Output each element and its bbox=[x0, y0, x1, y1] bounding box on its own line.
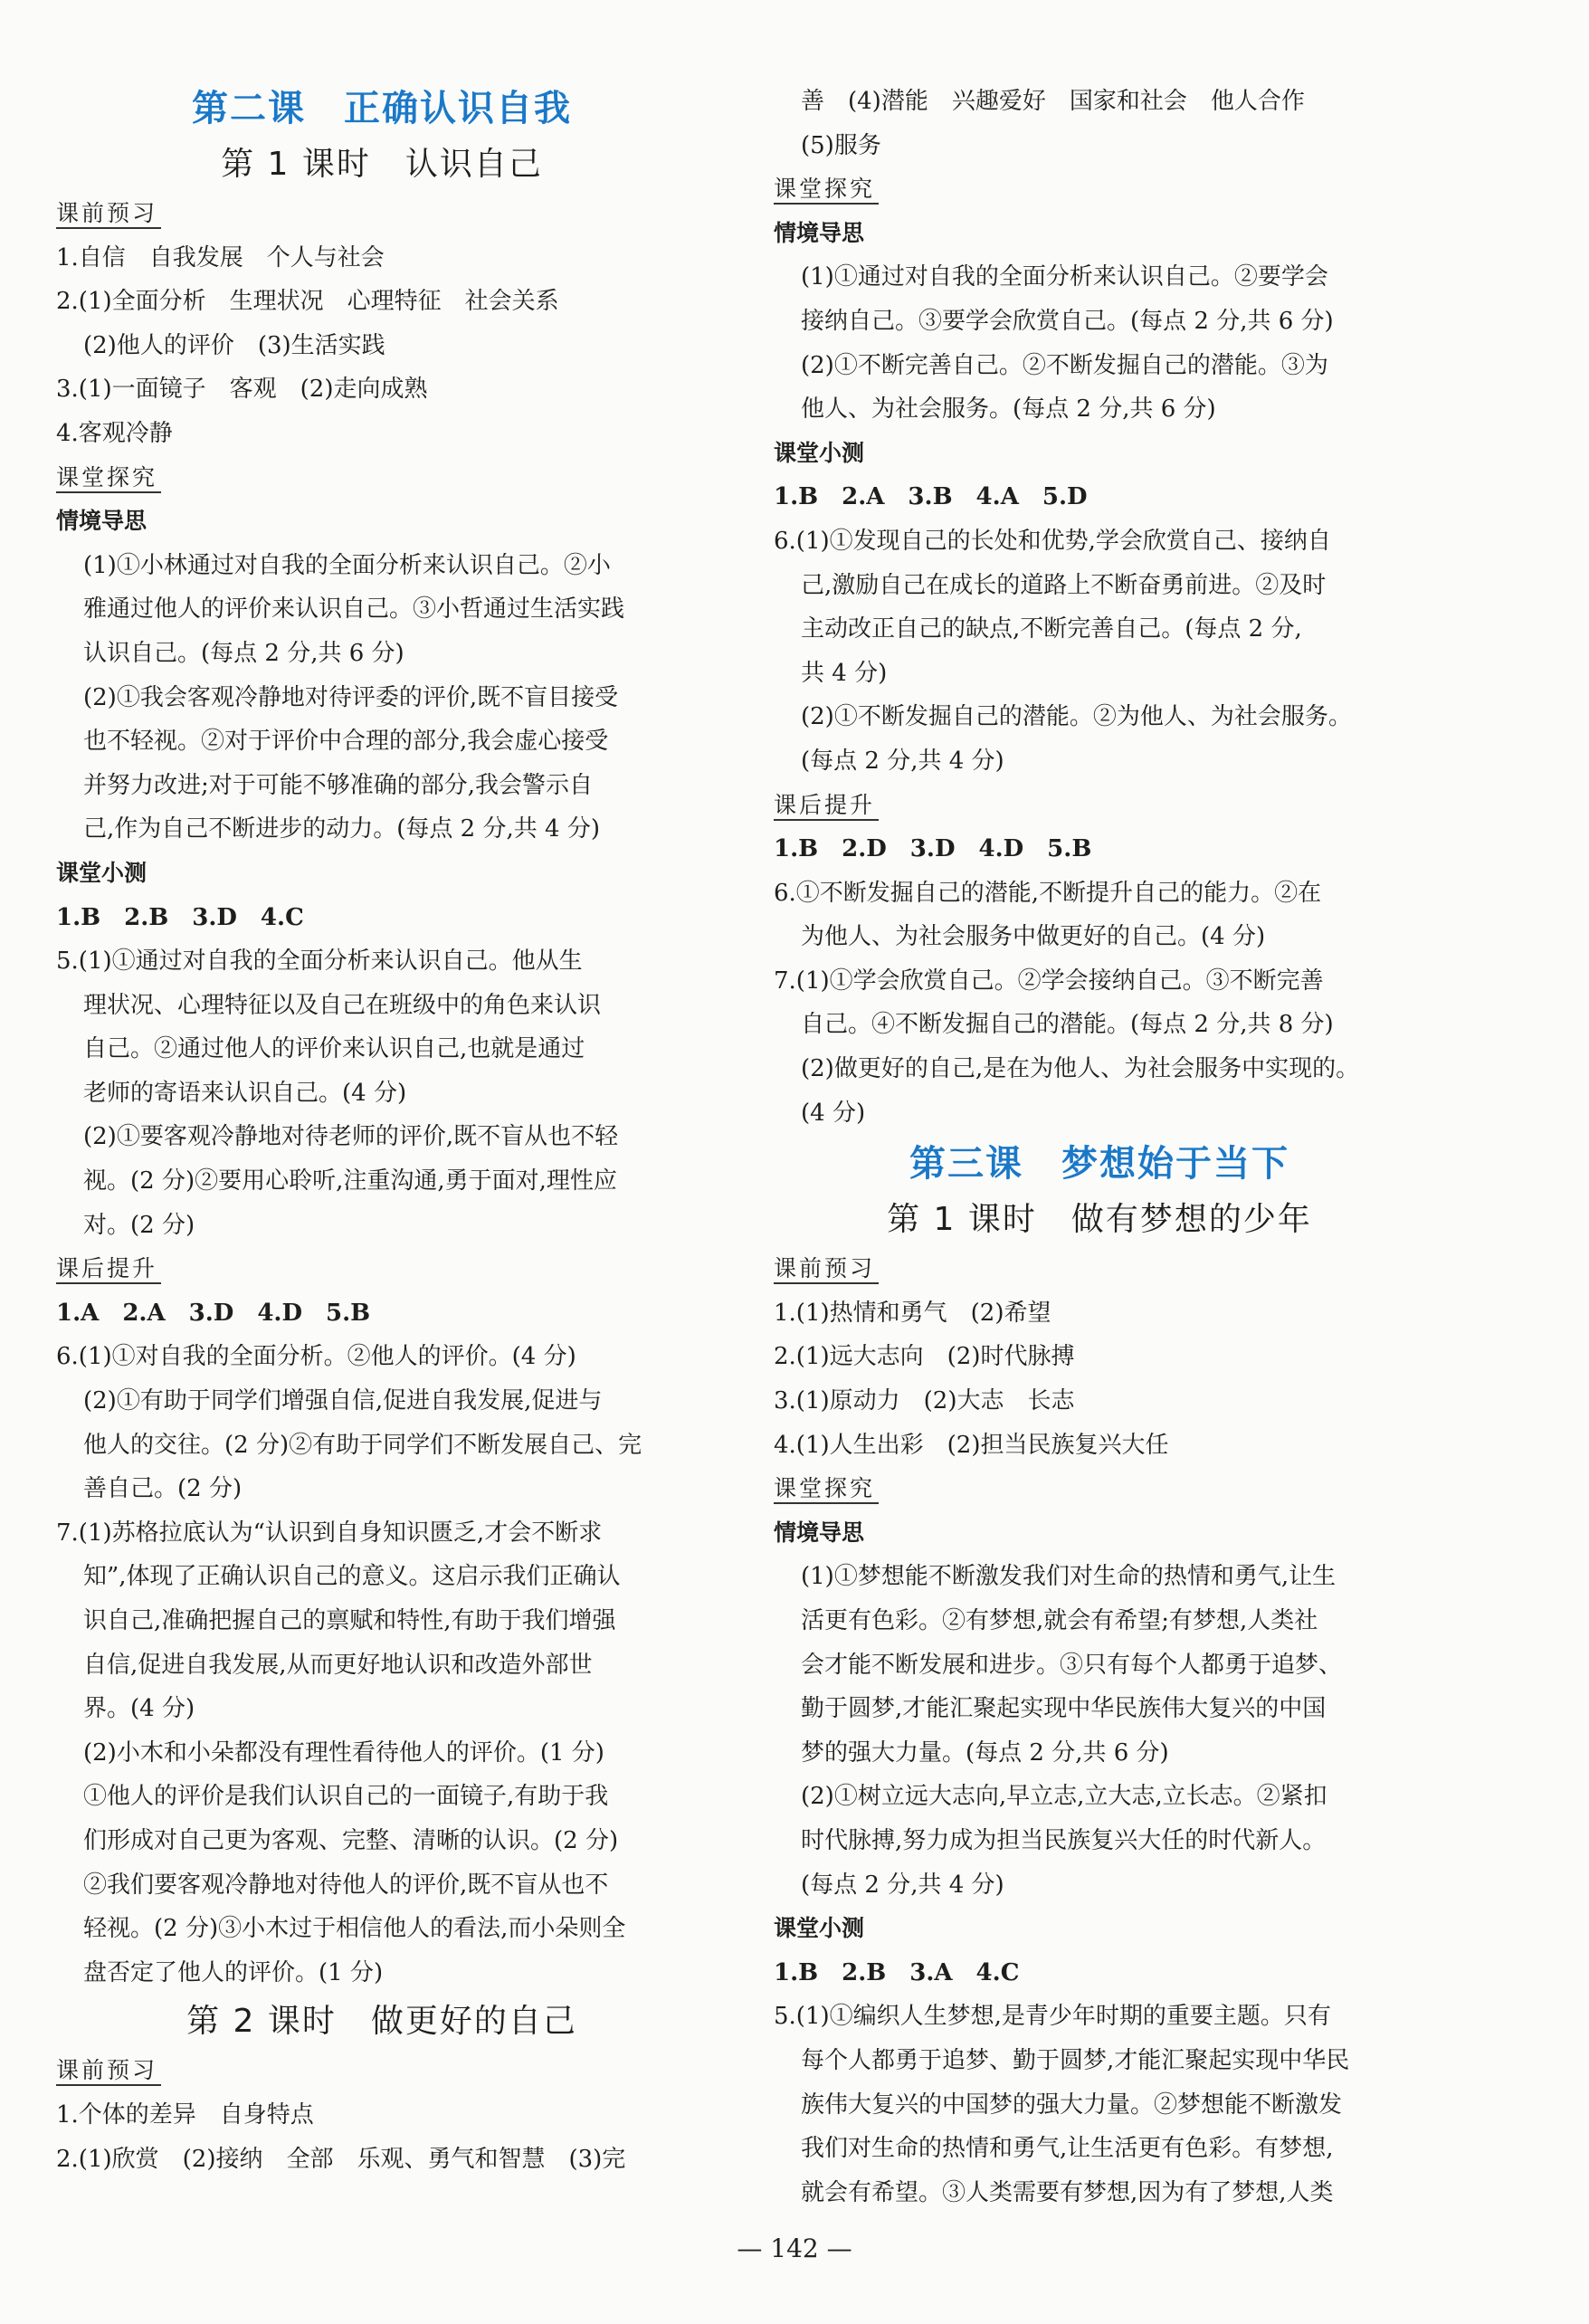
answer-line: 7.(1)①学会欣赏自己。②学会接纳自己。③不断完善 bbox=[774, 967, 1324, 995]
lesson-title: 第二课 正确认识自我 bbox=[192, 87, 572, 129]
answer-line: (2)小木和小朵都没有理性看待他人的评价。(1 分) bbox=[83, 1738, 604, 1767]
quiz-answers bbox=[774, 475, 1425, 783]
answer-line: 6.(1)①对自我的全面分析。②他人的评价。(4 分) bbox=[56, 1343, 576, 1371]
answer-line: 1.B 2.B 3.D 4.C bbox=[56, 903, 304, 931]
answer-line: 1.自信 自我发展 个人与社会 bbox=[56, 243, 385, 271]
answer-line: 1.A 2.A 3.D 4.D 5.B bbox=[56, 1299, 371, 1327]
subsection-heading: 课堂小测 bbox=[774, 1915, 865, 1942]
answer-line: 7.(1)苏格拉底认为“认识到自身知识匮乏,才会不断求 bbox=[56, 1519, 603, 1547]
answer-line: 界。(4 分) bbox=[83, 1695, 195, 1723]
answer-line: 为他人、为社会服务中做更好的自己。(4 分) bbox=[801, 923, 1266, 951]
section-heading: 课堂探究 bbox=[774, 167, 1425, 212]
section-heading: 课堂探究 bbox=[56, 456, 708, 500]
answer-line: 梦的强大力量。(每点 2 分,共 6 分) bbox=[801, 1738, 1169, 1767]
quiz-answers bbox=[56, 896, 708, 1248]
answer-line: 们形成对自己更为客观、完整、清晰的认识。(2 分) bbox=[83, 1826, 619, 1854]
answer-line: 认识自己。(每点 2 分,共 6 分) bbox=[83, 639, 404, 667]
answer-line: 雅通过他人的评价来认识自己。③小哲通过生活实践 bbox=[83, 595, 625, 624]
guide-answers bbox=[56, 544, 708, 852]
answer-line: 自己。②通过他人的评价来认识自己,也就是通过 bbox=[83, 1035, 585, 1063]
pre-study-answers bbox=[56, 236, 708, 456]
section-heading: 课后提升 bbox=[774, 784, 1425, 828]
answer-line: 己,作为自己不断进步的动力。(每点 2 分,共 4 分) bbox=[83, 815, 600, 843]
answer-line: 1.(1)热情和勇气 (2)希望 bbox=[774, 1299, 1051, 1327]
section-heading: 课后提升 bbox=[56, 1247, 708, 1291]
quiz-answers bbox=[774, 1951, 1425, 2215]
answer-line: 4.(1)人生出彩 (2)担当民族复兴大任 bbox=[774, 1431, 1169, 1459]
answer-line: (2)①树立远大志向,早立志,立大志,立长志。②紧扣 bbox=[801, 1783, 1327, 1811]
lesson-title: 第三课 梦想始于当下 bbox=[909, 1142, 1289, 1186]
subsection-heading: 情境导思 bbox=[774, 219, 865, 246]
answer-line: 2.(1)远大志向 (2)时代脉搏 bbox=[774, 1343, 1075, 1371]
answer-line: 对。(2 分) bbox=[83, 1211, 195, 1239]
answer-line: (1)①通过对自我的全面分析来认识自己。②要学会 bbox=[801, 263, 1328, 291]
answer-line: (每点 2 分,共 4 分) bbox=[801, 747, 1004, 775]
answer-line: 2.(1)全面分析 生理状况 心理特征 社会关系 bbox=[56, 288, 559, 316]
answer-line: (4 分) bbox=[801, 1099, 866, 1127]
answer-line: 轻视。(2 分)③小木过于相信他人的看法,而小朵则全 bbox=[83, 1915, 626, 1943]
answer-line: 善自己。(2 分) bbox=[83, 1475, 243, 1503]
answer-line: 老师的寄语来认识自己。(4 分) bbox=[83, 1079, 407, 1107]
answer-line: (1)①小林通过对自我的全面分析来认识自己。②小 bbox=[83, 551, 611, 579]
answer-line: 就会有希望。③人类需要有梦想,因为有了梦想,人类 bbox=[801, 2178, 1334, 2206]
pre-study-answers bbox=[774, 1291, 1425, 1467]
period-title: 第 1 课时 做有梦想的少年 bbox=[887, 1201, 1312, 1239]
answer-line: 5.(1)①编织人生梦想,是青少年时期的重要主题。只有 bbox=[774, 2003, 1331, 2031]
answer-line: 接纳自己。③要学会欣赏自己。(每点 2 分,共 6 分) bbox=[801, 307, 1334, 335]
answer-line: 1.B 2.B 3.A 4.C bbox=[774, 1958, 1020, 1986]
right-column bbox=[774, 80, 1425, 2214]
section-heading: 课前预习 bbox=[56, 192, 708, 236]
answer-line: 勤于圆梦,才能汇聚起实现中华民族伟大复兴的中国 bbox=[801, 1695, 1327, 1723]
section-heading: 课前预习 bbox=[56, 2049, 708, 2093]
section-heading: 课堂探究 bbox=[774, 1467, 1425, 1511]
answer-line: 3.(1)一面镜子 客观 (2)走向成熟 bbox=[56, 376, 428, 404]
answer-line: 6.(1)①发现自己的长处和优势,学会欣赏自己、接纳自 bbox=[774, 527, 1331, 555]
answer-line: 6.①不断发掘自己的潜能,不断提升自己的能力。②在 bbox=[774, 879, 1322, 907]
left-column bbox=[56, 80, 708, 2181]
answer-line: 每个人都勇于追梦、勤于圆梦,才能汇聚起实现中华民 bbox=[801, 2046, 1350, 2074]
answer-line: 活更有色彩。②有梦想,就会有希望;有梦想,人类社 bbox=[801, 1607, 1318, 1634]
answer-line: 5.(1)①通过对自我的全面分析来认识自己。他从生 bbox=[56, 948, 583, 976]
answer-line: 自信,促进自我发展,从而更好地认识和改造外部世 bbox=[83, 1651, 593, 1679]
answer-line: (2)①我会客观冷静地对待评委的评价,既不盲目接受 bbox=[83, 683, 619, 711]
answer-line: 他人的交往。(2 分)②有助于同学们不断发展自己、完 bbox=[83, 1431, 642, 1459]
answer-line: 自己。④不断发掘自己的潜能。(每点 2 分,共 8 分) bbox=[801, 1011, 1334, 1039]
answer-line: ②我们要客观冷静地对待他人的评价,既不盲从也不 bbox=[83, 1871, 609, 1899]
answer-line: ①他人的评价是我们认识自己的一面镜子,有助于我 bbox=[83, 1783, 609, 1811]
answer-line: 2.(1)欣赏 (2)接纳 全部 乐观、勇气和智慧 (3)完 bbox=[56, 2145, 626, 2173]
answer-line: 1.B 2.A 3.B 4.A 5.D bbox=[774, 483, 1088, 511]
answer-line: 主动改正自己的缺点,不断完善自己。(每点 2 分, bbox=[801, 615, 1302, 643]
answer-line: (2)①要客观冷静地对待老师的评价,既不盲从也不轻 bbox=[83, 1123, 619, 1151]
answer-line: 我们对生命的热情和勇气,让生活更有色彩。有梦想, bbox=[801, 2135, 1334, 2163]
answer-line: 时代脉搏,努力成为担当民族复兴大任的时代新人。 bbox=[801, 1826, 1327, 1854]
subsection-heading: 课堂小测 bbox=[774, 439, 865, 466]
answer-line: 并努力改进;对于可能不够准确的部分,我会警示自 bbox=[83, 771, 594, 799]
answer-line: (2)①不断完善自己。②不断发掘自己的潜能。③为 bbox=[801, 351, 1328, 379]
answer-line: 共 4 分) bbox=[801, 659, 888, 687]
answer-line: 善 (4)潜能 兴趣爱好 国家和社会 他人合作 bbox=[801, 88, 1305, 115]
answer-line: 会才能不断发展和进步。③只有每个人都勇于追梦、 bbox=[801, 1651, 1343, 1679]
answer-line: 知”,体现了正确认识自己的意义。这启示我们正确认 bbox=[83, 1563, 621, 1591]
answer-line: (2)①有助于同学们增强自信,促进自我发展,促进与 bbox=[83, 1387, 603, 1415]
answer-line: 识自己,准确把握自己的禀赋和特性,有助于我们增强 bbox=[83, 1607, 616, 1634]
answer-line: (5)服务 bbox=[801, 131, 881, 159]
period-title: 第 1 课时 认识自己 bbox=[221, 146, 543, 183]
answer-line: 1.个体的差异 自身特点 bbox=[56, 2100, 314, 2129]
answer-line: 他人、为社会服务。(每点 2 分,共 6 分) bbox=[801, 395, 1216, 424]
subsection-heading: 课堂小测 bbox=[56, 859, 147, 886]
answer-line: (2)他人的评价 (3)生活实践 bbox=[83, 331, 385, 359]
answer-line: 1.B 2.D 3.D 4.D 5.B bbox=[774, 835, 1092, 863]
answer-line: (每点 2 分,共 4 分) bbox=[801, 1871, 1004, 1899]
after-class-answers bbox=[774, 827, 1425, 1135]
subsection-heading: 情境导思 bbox=[774, 1519, 865, 1546]
guide-answers bbox=[774, 255, 1425, 431]
pre-study-answers bbox=[56, 2093, 708, 2181]
answer-line: 盘否定了他人的评价。(1 分) bbox=[83, 1958, 384, 1986]
pre-study-answers-continued bbox=[774, 80, 1425, 167]
after-class-answers bbox=[56, 1291, 708, 1995]
answer-line: 理状况、心理特征以及自己在班级中的角色来认识 bbox=[83, 991, 602, 1019]
answer-line: (1)①梦想能不断激发我们对生命的热情和勇气,让生 bbox=[801, 1563, 1337, 1591]
subsection-heading: 情境导思 bbox=[56, 508, 147, 535]
answer-line: (2)①不断发掘自己的潜能。②为他人、为社会服务。 bbox=[801, 703, 1352, 731]
section-heading: 课前预习 bbox=[774, 1247, 1425, 1291]
guide-answers bbox=[774, 1555, 1425, 1907]
answer-line: 4.客观冷静 bbox=[56, 419, 173, 447]
answer-line: (2)做更好的自己,是在为他人、为社会服务中实现的。 bbox=[801, 1055, 1360, 1083]
answer-line: 视。(2 分)②要用心聆听,注重沟通,勇于面对,理性应 bbox=[83, 1167, 617, 1195]
answer-line: 3.(1)原动力 (2)大志 长志 bbox=[774, 1387, 1075, 1415]
answer-line: 己,激励自己在成长的道路上不断奋勇前进。②及时 bbox=[801, 571, 1327, 599]
period-title: 第 2 课时 做更好的自己 bbox=[186, 2003, 577, 2041]
page-number: — 142 — bbox=[737, 2234, 852, 2263]
answer-line: 族伟大复兴的中国梦的强大力量。②梦想能不断激发 bbox=[801, 2091, 1343, 2119]
answer-line: 也不轻视。②对于评价中合理的部分,我会虚心接受 bbox=[83, 728, 609, 756]
